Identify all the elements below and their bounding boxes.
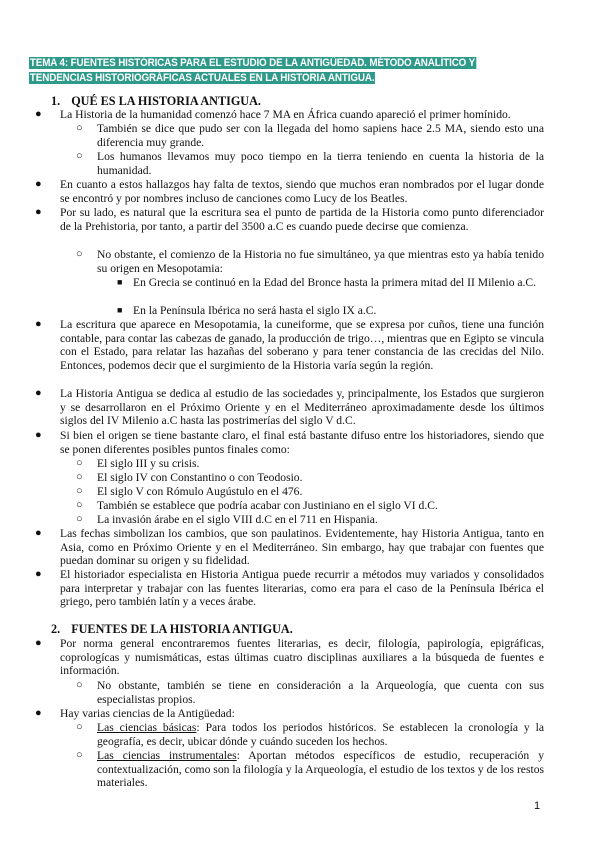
term-ciencias-instrumentales: Las ciencias instrumentales [97,749,237,762]
document-title: TEMA 4: FUENTES HISTÓRICAS PARA EL ESTUDIO DE LA ANTIGÜEDAD. MÉTODO ANALÍTICO Y TENDENCIAS HISTORIOGRÁFICAS ACTUALES EN LA HISTORIA ANTIGUA. [29,57,476,84]
bullet-icon: ● [35,527,42,539]
section-2-heading [51,622,293,636]
list-item: El siglo IV con Constantino o con Teodosio. [97,471,303,484]
section-1-heading [51,94,261,108]
bullet-hollow-icon: ○ [76,248,83,260]
bullet-hollow-icon: ○ [76,499,83,511]
definition-text: : Aportan métodos específicos de estudio, recuperación y contextualización, como son la filología y la Arqueología, el estudio de los textos y de los restos materiales. [97,749,544,790]
paragraph: En la Península Ibérica no será hasta el siglo IX a.C. [133,304,377,317]
paragraph: En cuanto a estos hallazgos hay falta de textos, siendo que muchos eran nombrados por el lugar donde se encontró y por nombres incluso de canciones como Lucy de los Beatles. [60,178,544,205]
paragraph: No obstante, el comienzo de la Historia no fue simultáneo, ya que mientras esto ya había tenido su origen en Mesopotamia: [97,248,544,275]
page-number: 1 [534,800,541,812]
section-2-title: FUENTES DE LA HISTORIA ANTIGUA. [71,622,293,636]
list-item: La invasión árabe en el siglo VIII d.C en el 711 en Hispania. [97,513,378,526]
list-item: El siglo V con Rómulo Augústulo en el 476. [97,485,303,498]
list-item: El siglo III y su crisis. [97,457,200,470]
bullet-square-icon: ■ [117,277,123,287]
bullet-icon: ● [35,387,42,399]
bullet-icon: ● [35,568,42,580]
bullet-hollow-icon: ○ [76,513,83,525]
paragraph: Por su lado, es natural que la escritura sea el punto de partida de la Historia como punto diferenciador de la Prehistoria, por tanto, a partir del 3500 a.C es cuando puede decirse que comienza. [60,206,544,233]
bullet-hollow-icon: ○ [76,749,83,761]
paragraph: Las fechas simbolizan los cambios, que son paulatinos. Evidentemente, hay Historia Antigua, tanto en Asia, como en Próximo Oriente y en el Mediterráneo. Sin embargo, hay que trabajar con fuentes que puedan dominar su origen y su fidelidad. [60,527,544,568]
list-item: También se establece que podría acabar con Justiniano en el siglo VI d.C. [97,499,438,512]
section-1-number: 1. [51,94,61,108]
bullet-hollow-icon: ○ [76,150,83,162]
section-1-title: QUÉ ES LA HISTORIA ANTIGUA. [71,94,261,108]
paragraph: La Historia de la humanidad comenzó hace 7 MA en África cuando apareció el primer homínido. [60,108,511,121]
paragraph: La Historia Antigua se dedica al estudio de las sociedades y, principalmente, los Estados que surgieron y se desarrollaron en el Próximo Oriente y en el Mediterráneo aproximadamente desde los últimos siglos del IV Milenio a.C hasta las postrimerías del siglo V d.C. [60,387,544,428]
definition-text: : Para todos los periodos históricos. Se establecen la cronología y la geografía, es decir, ubicar dónde y cuándo suceden los hechos. [97,721,545,748]
paragraph: Si bien el origen se tiene bastante claro, el final está bastante difuso entre los historiadores, siendo que se ponen diferentes posibles puntos finales como: [60,429,544,456]
paragraph: No obstante, también se tiene en consideración a la Arqueología, que cuenta con sus especialistas propios. [97,679,544,706]
bullet-icon: ● [35,206,42,218]
bullet-icon: ● [35,637,42,649]
term-ciencias-basicas: Las ciencias básicas [97,721,197,734]
bullet-hollow-icon: ○ [76,122,83,134]
bullet-hollow-icon: ○ [76,457,83,469]
bullet-icon: ● [35,707,42,719]
bullet-icon: ● [35,429,42,441]
bullet-icon: ● [35,108,42,120]
paragraph: Los humanos llevamos muy poco tiempo en la tierra teniendo en cuenta la historia de la humanidad. [97,150,544,177]
paragraph: La escritura que aparece en Mesopotamia, la cuneiforme, que se expresa por cuños, tiene una función contable, para contar las cabezas de ganado, la producción de trigo…, mientras que en Egipto se vincula con el Estado, para relatar las hazañas del soberano y para tener constancia de las crecidas del Nilo. Entonces, podemos decir que el surgimiento de la Historia varía según la región. [60,318,544,372]
bullet-hollow-icon: ○ [76,721,83,733]
bullet-square-icon: ■ [117,305,123,315]
bullet-hollow-icon: ○ [76,485,83,497]
paragraph: Hay varias ciencias de la Antigüedad: [60,707,235,720]
paragraph: También se dice que pudo ser con la llegada del homo sapiens hace 2.5 MA, siendo esto una diferencia muy grande. [97,122,544,149]
bullet-hollow-icon: ○ [76,679,83,691]
paragraph [97,721,544,748]
section-2-number: 2. [51,622,61,636]
bullet-icon: ● [35,318,42,330]
paragraph: El historiador especialista en Historia Antigua puede recurrir a métodos muy variados y consolidados para interpretar y trabajar con las fuentes literarias, como era para el caso de la Península Ibérica el griego, pero también latín y a veces árabe. [60,568,544,609]
bullet-icon: ● [35,178,42,190]
paragraph: En Grecia se continuó en la Edad del Bronce hasta la primera mitad del II Milenio a.C. [133,276,537,289]
bullet-hollow-icon: ○ [76,471,83,483]
paragraph: Por norma general encontraremos fuentes literarias, es decir, filología, papirología, epigráficas, coprologícas y numismáticas, estas últimas cuatro disciplinas auxiliares a la búsqueda de fuentes e información. [60,637,544,678]
paragraph [97,749,544,790]
